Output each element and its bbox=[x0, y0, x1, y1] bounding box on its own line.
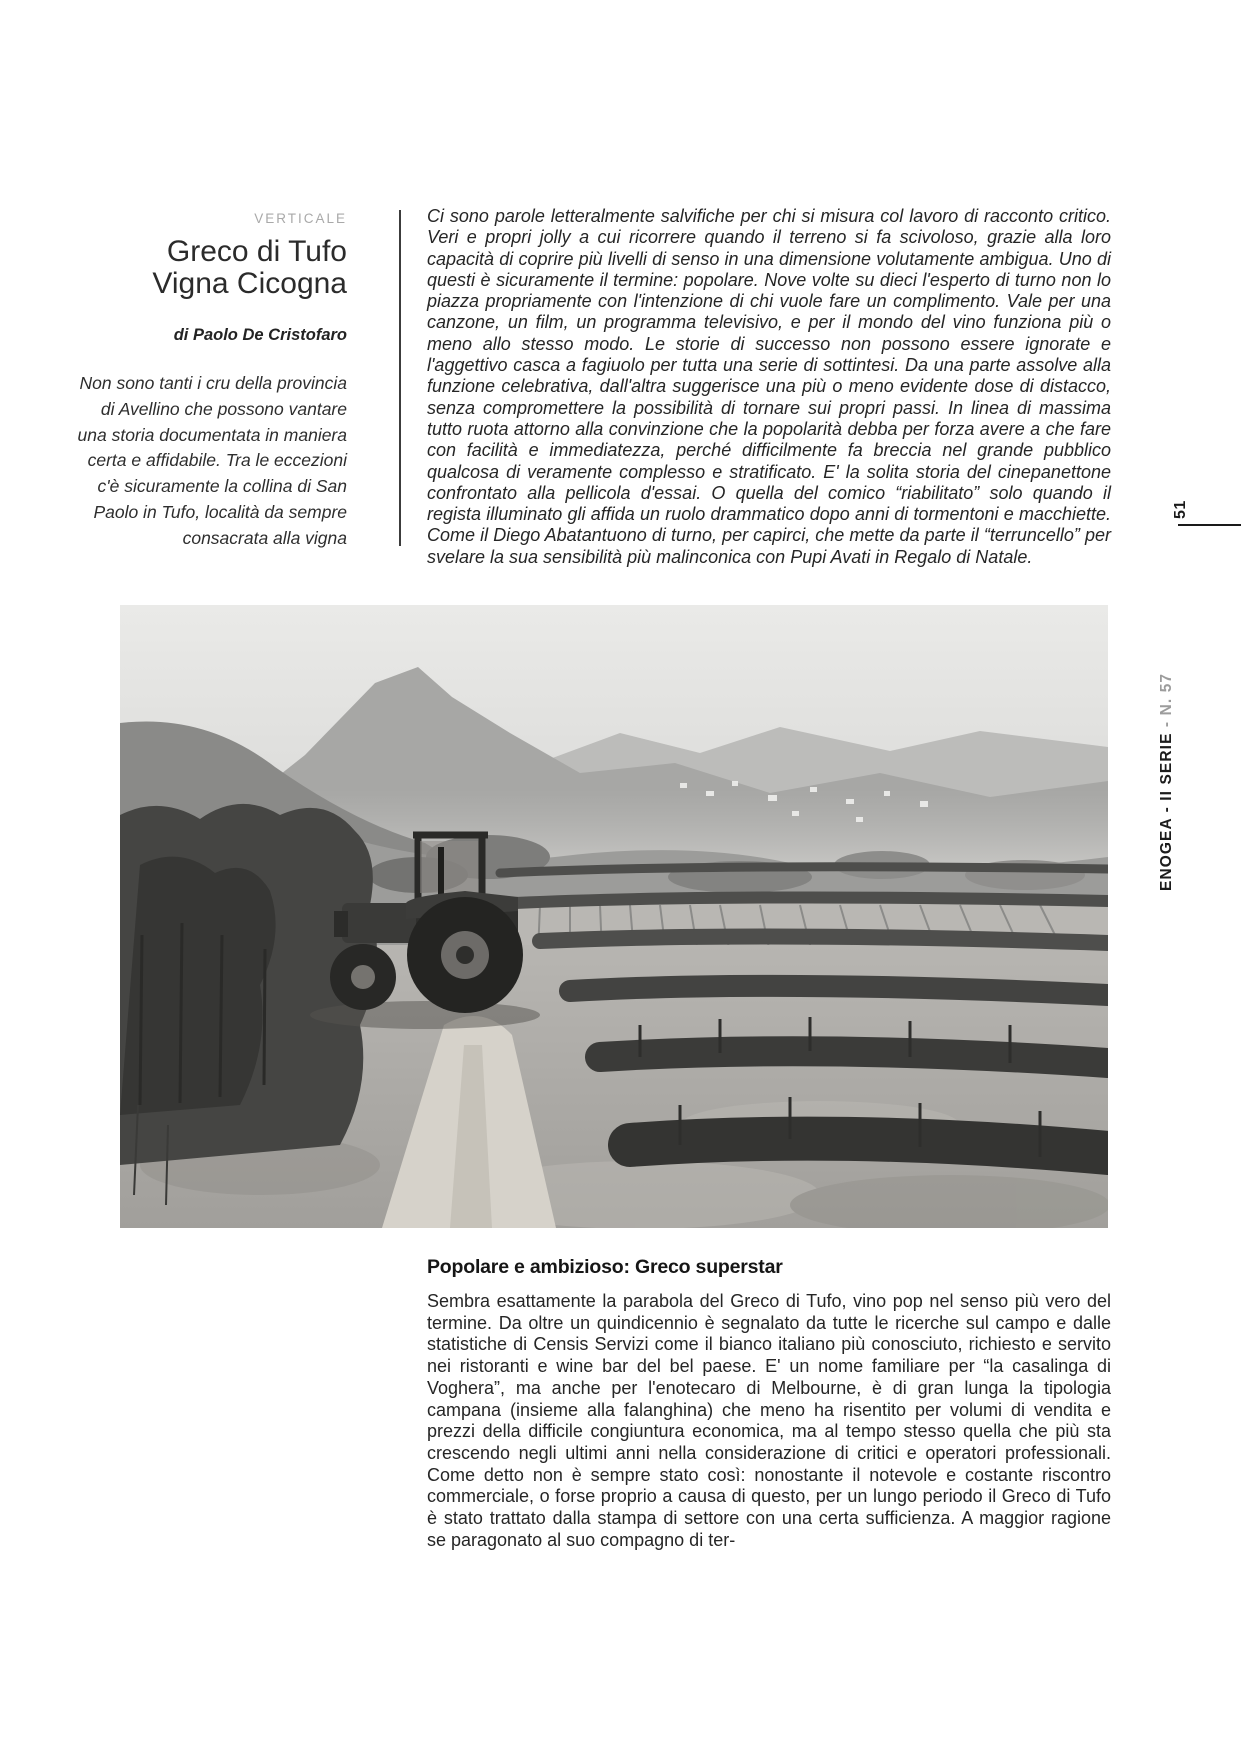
lead-paragraph: Ci sono parole letteralmente salvifiche per chi si misura col lavoro di racconto critico. Veri e propri jolly a cui ricorrere quando il terreno si fa scivoloso, grazie alla loro capacità di coprire più livelli di senso in una dimensione volutamente ambigua. Uno di questi è sicuramente il termine: popolare. Nove volte su dieci l'esperto di turno non lo piazza propriamente con l'intenzione di chi vuole fare un complimento. Vale per una canzone, un film, un programma televisivo, e per il mondo del vino funziona più o meno allo stesso modo. Le storie di successo non possono essere ignorate e l'aggettivo casca a fagiuolo per tutta una serie di sottintesi. Da una parte assolve alla funzione celebrativa, dall'altra suggerisce una più o meno evidente dose di distacco, senza compromettere la possibilità di tornare sui propri passi. In linea di massima tutto ruota attorno alla convinzione che la popolarità debba per forza avere a che fare con facilità e immediatezza, perché difficilmente fa breccia nel grande pubblico qualcosa di veramente complesso e stratificato. E' la solita storia del cinepanettone confrontato alla pellicola d'essai. O quella del comico “riabilitato” solo quando il regista illuminato gli affida un ruolo drammatico dopo anni di tormentoni e macchiette. Come il Diego Abatantuono di turno, per capirci, che mette da parte il “terruncello” per svelare la sua sensibilità più malinconica con Pupi Avati in Regalo di Natale. bbox=[427, 206, 1111, 567]
section-heading: Popolare e ambizioso: Greco superstar bbox=[427, 1256, 783, 1278]
page-number: 51 bbox=[1172, 500, 1189, 519]
article-title-line1: Greco di Tufo bbox=[166, 235, 347, 268]
issue-number: - N. 57 bbox=[1158, 672, 1175, 733]
section-kicker: VERTICALE bbox=[254, 211, 347, 226]
body-paragraph: Sembra esattamente la parabola del Greco di Tufo, vino pop nel senso più vero del termine. Da oltre un quindicennio è segnalato da tutte le ricerche sul campo e dalle statistiche di Censis Servizi come il bianco italiano più conosciuto, richiesto e servito nei ristoranti e wine bar del bel paese. E' un nome familiare per “la casalinga di Voghera”, ma anche per l'enotecaro di Melbourne, è di gran lunga la tipologia campana (insieme alla falanghina) che meno ha risentito per volumi di vendita e prezzi della difficile congiuntura economica, ma al tempo stesso quella che più sta crescendo negli ultimi anni nella considerazione di critici e operatori professionali. Come detto non è sempre stato così: nonostante il notevole e costante riscontro commerciale, o forse proprio a causa di questo, per un lungo periodo il Greco di Tufo è stato trattato dalla stampa di settore con una certa sufficienza. A maggior ragione se paragonato al suo compagno di ter- bbox=[427, 1291, 1111, 1550]
column-divider-rule bbox=[399, 210, 401, 546]
page-number-rule bbox=[1178, 524, 1241, 526]
magazine-name: ENOGEA - II SERIE bbox=[1158, 732, 1175, 891]
article-title bbox=[70, 236, 347, 300]
article-standfirst: Non sono tanti i cru della provincia di Avellino che possono vantare una storia documentata in maniera certa e affidabile. Tra le eccezioni c'è sicuramente la collina di San Paolo in Tufo, località da sempre consacrata alla vigna bbox=[77, 373, 347, 548]
vineyard-photo bbox=[120, 605, 1108, 1228]
magazine-issue-vertical-label bbox=[1158, 673, 1176, 891]
article-byline: di Paolo De Cristofaro bbox=[173, 326, 347, 344]
article-title-line2: Vigna Cicogna bbox=[152, 267, 347, 300]
vineyard-photo-art bbox=[120, 605, 1108, 1228]
